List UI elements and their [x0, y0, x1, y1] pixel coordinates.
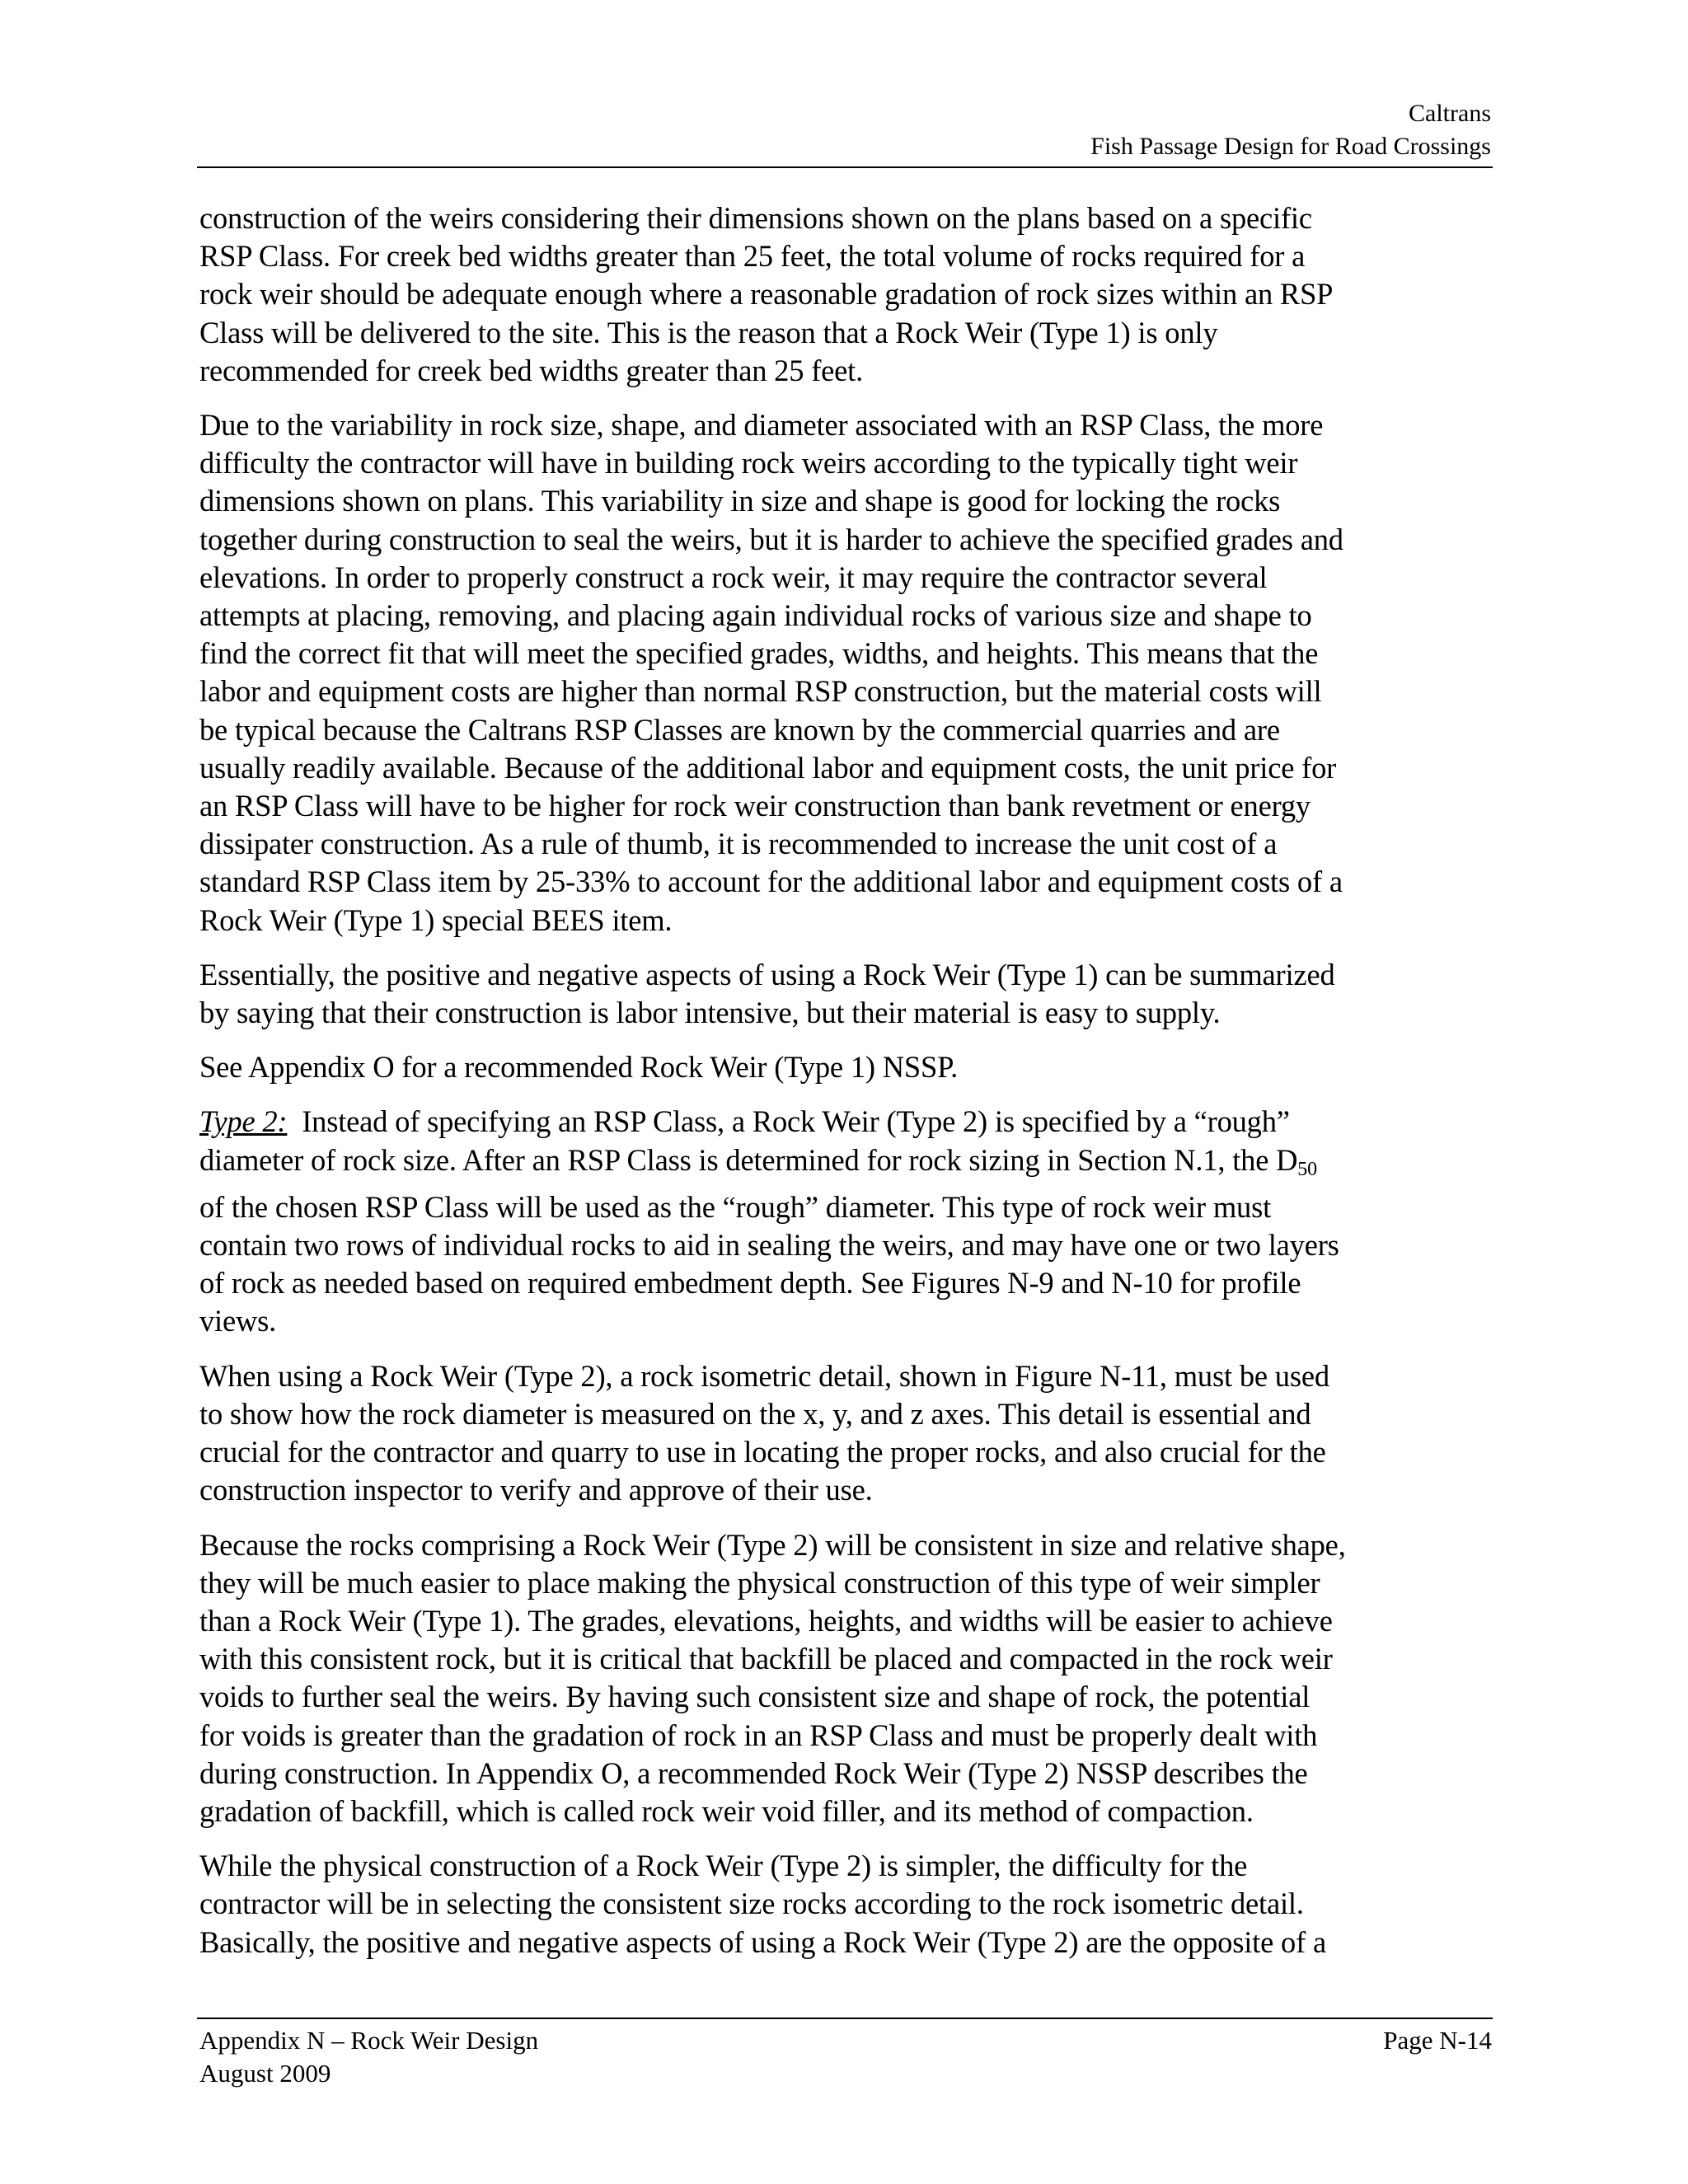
text-line: RSP Class. For creek bed widths greater than 25 feet, the total volume of rocks required for a	[199, 239, 1306, 274]
text-line: with this consistent rock, but it is critical that backfill be placed and compacted in the rock weir	[199, 1642, 1333, 1676]
text-fragment: Instead of specifying an RSP Class, a Rock Weir (Type 2) is specified by a “rough”	[287, 1104, 1290, 1139]
header-doc-title: Fish Passage Design for Road Crossings	[1090, 133, 1491, 160]
text-line: usually readily available. Because of the additional labor and equipment costs, the unit price for	[199, 750, 1337, 785]
text-line: While the physical construction of a Rock Weir (Type 2) is simpler, the difficulty for the	[199, 1849, 1248, 1883]
text-line: recommended for creek bed widths greater than 25 feet.	[199, 353, 864, 387]
text-line: an RSP Class will have to be higher for rock weir construction than bank revetment or energy	[199, 789, 1311, 823]
page-number: Page N-14	[1383, 2026, 1492, 2055]
text-line: rock weir should be adequate enough where a reasonable gradation of rock sizes within an RSP	[199, 277, 1334, 312]
paragraph-1	[199, 199, 1502, 390]
text-line: of rock as needed based on required embedment depth. See Figures N-9 and N-10 for profile	[199, 1266, 1301, 1301]
page-footer	[199, 2024, 1492, 2090]
text-line: difficulty the contractor will have in building rock weirs according to the typically tight weir	[199, 446, 1298, 480]
text-line: Class will be delivered to the site. This is the reason that a Rock Weir (Type 1) is only	[199, 315, 1218, 349]
text-line: contractor will be in selecting the consistent size rocks according to the rock isometric detail.	[199, 1886, 1304, 1921]
text-line: than a Rock Weir (Type 1). The grades, elevations, heights, and widths will be easier to achieve	[199, 1603, 1333, 1638]
footer-divider	[197, 2018, 1493, 2019]
text-line: dimensions shown on plans. This variability in size and shape is good for locking the rocks	[199, 484, 1281, 518]
text-line: Basically, the positive and negative aspects of using a Rock Weir (Type 2) are the opposite of a	[199, 1924, 1326, 1959]
text-line: by saying that their construction is labor intensive, but their material is easy to supply.	[199, 996, 1221, 1030]
paragraph-3	[199, 956, 1502, 1032]
text-line: Due to the variability in rock size, shape, and diameter associated with an RSP Class, the more	[199, 408, 1324, 443]
text-line: gradation of backfill, which is called rock weir void filler, and its method of compaction.	[199, 1793, 1254, 1828]
text-line: crucial for the contractor and quarry to use in locating the proper rocks, and also crucial for the	[199, 1435, 1326, 1469]
text-line: they will be much easier to place making the physical construction of this type of weir simpler	[199, 1565, 1320, 1600]
paragraph-4	[199, 1048, 1502, 1086]
text-line: construction of the weirs considering their dimensions shown on the plans based on a specific	[199, 201, 1312, 235]
text-line: views.	[199, 1304, 277, 1338]
paragraph-7	[199, 1526, 1502, 1831]
footer-date: August 2009	[199, 2059, 331, 2088]
text-line: be typical because the Caltrans RSP Classes are known by the commercial quarries and are	[199, 712, 1280, 747]
text-line: dissipater construction. As a rule of thumb, it is recommended to increase the unit cost of a	[199, 827, 1278, 861]
header-org: Caltrans	[1409, 100, 1491, 127]
type-2-label: Type 2:	[199, 1104, 288, 1139]
text-line: standard RSP Class item by 25-33% to account for the additional labor and equipment costs of a	[199, 865, 1343, 899]
text-fragment: diameter of rock size. After an RSP Class is determined for rock sizing in Section N.1, the D	[199, 1142, 1298, 1177]
text-line: voids to further seal the weirs. By having such consistent size and shape of rock, the potential	[199, 1680, 1311, 1714]
paragraph-5	[199, 1103, 1502, 1340]
text-line: See Appendix O for a recommended Rock Weir (Type 1) NSSP.	[199, 1050, 959, 1085]
paragraph-2	[199, 406, 1502, 940]
text-line: together during construction to seal the weirs, but it is harder to achieve the specified grades and	[199, 522, 1343, 556]
text-line	[199, 1141, 1502, 1188]
page-header	[197, 97, 1491, 163]
text-line: Because the rocks comprising a Rock Weir (Type 2) will be consistent in size and relative shape,	[199, 1527, 1346, 1562]
text-line: contain two rows of individual rocks to aid in sealing the weirs, and may have one or two layers	[199, 1228, 1339, 1263]
text-line: attempts at placing, removing, and placing again individual rocks of various size and shape to	[199, 598, 1312, 633]
paragraph-6	[199, 1357, 1502, 1510]
text-line: Essentially, the positive and negative aspects of using a Rock Weir (Type 1) can be summarized	[199, 957, 1335, 991]
paragraph-8	[199, 1847, 1502, 1961]
text-line: of the chosen RSP Class will be used as the “rough” diameter. This type of rock weir must	[199, 1189, 1272, 1224]
d50-subscript: 50	[1297, 1158, 1317, 1180]
text-line	[199, 1103, 1502, 1141]
text-line: to show how the rock diameter is measured on the x, y, and z axes. This detail is essential and	[199, 1396, 1311, 1431]
text-line: find the correct fit that will meet the specified grades, widths, and heights. This means that the	[199, 636, 1319, 671]
text-line: during construction. In Appendix O, a recommended Rock Weir (Type 2) NSSP describes the	[199, 1755, 1308, 1790]
body-text	[199, 199, 1502, 1978]
header-divider	[197, 166, 1493, 168]
text-line: When using a Rock Weir (Type 2), a rock isometric detail, shown in Figure N-11, must be used	[199, 1358, 1329, 1393]
text-line: construction inspector to verify and approve of their use.	[199, 1473, 873, 1507]
text-line: labor and equipment costs are higher than normal RSP construction, but the material costs will	[199, 674, 1322, 709]
text-line: for voids is greater than the gradation of rock in an RSP Class and must be properly dealt with	[199, 1718, 1318, 1752]
text-line: elevations. In order to properly construct a rock weir, it may require the contractor several	[199, 560, 1268, 594]
footer-section: Appendix N – Rock Weir Design	[199, 2026, 539, 2055]
text-line: Rock Weir (Type 1) special BEES item.	[199, 902, 673, 937]
